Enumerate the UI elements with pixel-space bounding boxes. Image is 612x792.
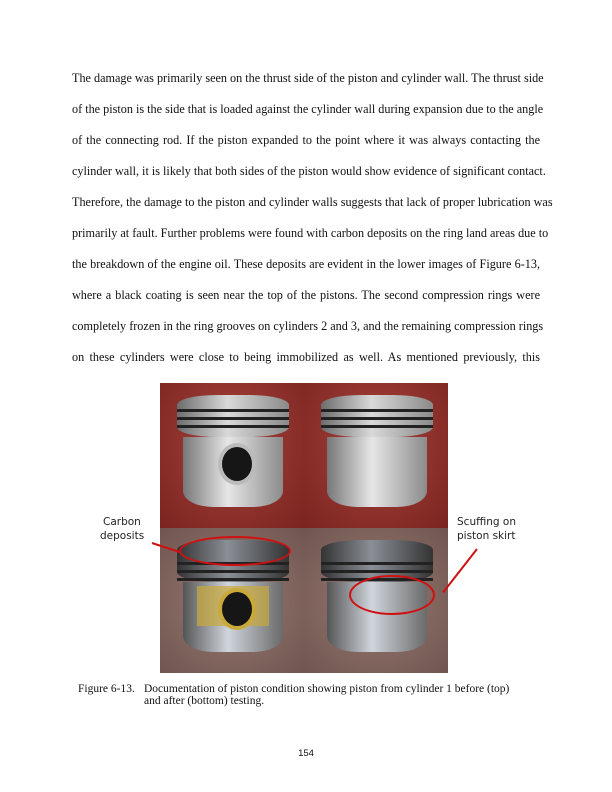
body-line: The damage was primarily seen on the thrust side of the piston and cylinder wall. The thrust side [72,71,544,85]
carbon-deposits-circle [179,536,291,566]
caption-text: Documentation of piston condition showing piston from cylinder 1 before (top) [144,683,510,695]
body-line: cylinder wall, it is likely that both sides of the piston would show evidence of significant contact. [72,164,546,178]
body-line: of the piston is the side that is loaded against the cylinder wall during expansion due to the angle [72,102,544,116]
piston-photo [160,383,448,673]
piston-before-front [160,383,304,528]
body-line: on these cylinders were close to being immobilized as well. As mentioned previously, this [72,350,540,364]
body-line: of the connecting rod. If the piston expanded to the point where it was always contacting the [72,133,540,147]
caption-number: Figure 6-13. [78,683,135,695]
label-line: Carbon [103,516,141,528]
page-number: 154 [298,748,314,759]
body-line: completely frozen in the ring grooves on cylinders 2 and 3, and the remaining compression rings [72,319,544,333]
scuffing-circle [349,575,435,615]
label-line: Scuffing on [457,516,516,528]
body-line: primarily at fault. Further problems were found with carbon deposits on the ring land areas due to [72,226,549,240]
body-line: where a black coating is seen near the top of the pistons. The second compression rings were [72,288,540,302]
piston-before-side [304,383,448,528]
figure-caption [78,683,509,707]
label-line: deposits [100,530,145,542]
scuffing-label [457,515,516,543]
carbon-deposits-label [100,515,144,543]
caption-text: and after (bottom) testing. [144,695,265,707]
label-line: piston skirt [457,530,516,542]
body-paragraph [72,70,553,380]
body-line: Therefore, the damage to the piston and cylinder walls suggests that lack of proper lubrication was [72,195,553,209]
body-line: the breakdown of the engine oil. These deposits are evident in the lower images of Figure 6-13, [72,257,540,271]
